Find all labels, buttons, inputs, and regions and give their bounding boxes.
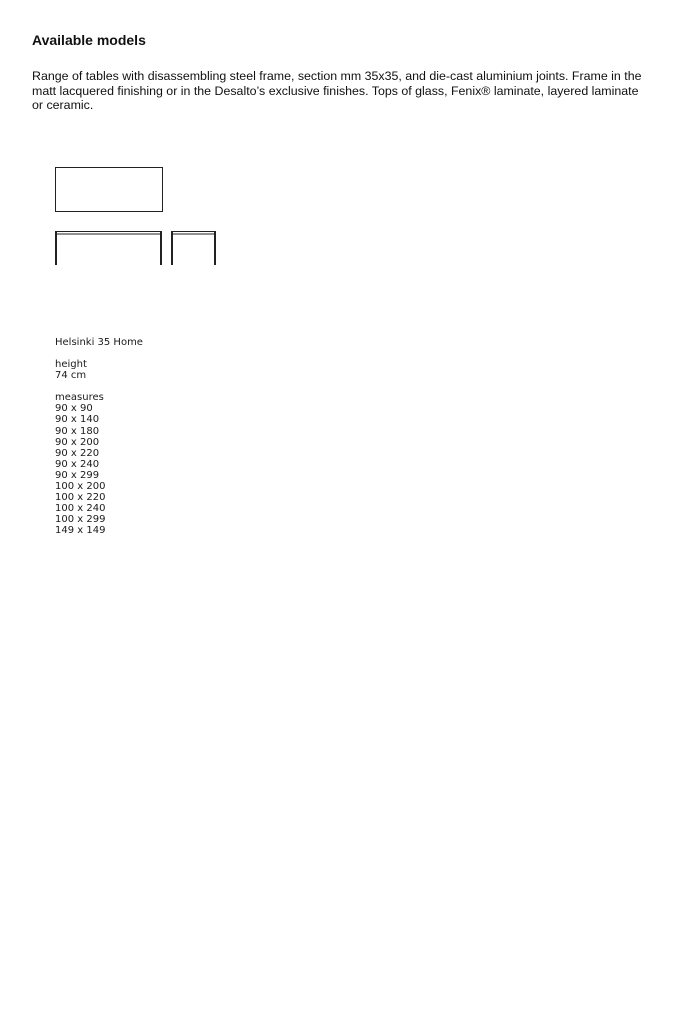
model-spec xyxy=(55,337,143,537)
table-front-view xyxy=(55,231,162,265)
table-side-view xyxy=(171,231,216,265)
height-label: height xyxy=(55,359,87,371)
measure-item: 100 x 200 xyxy=(55,481,106,493)
measure-item: 90 x 200 xyxy=(55,436,100,448)
intro-paragraph: Range of tables with disassembling steel frame, section mm 35x35, and die-cast aluminium joints. Frame in the matt lacquered finishing or in the Desalto’s exclusive finishes. Tops of glass, Fenix® laminate, layered laminate or ceramic. xyxy=(32,69,642,113)
measure-item: 90 x 220 xyxy=(55,447,100,459)
height-value: 74 cm xyxy=(55,370,87,382)
page-heading: Available models xyxy=(32,32,146,48)
measure-item: 100 x 220 xyxy=(55,492,106,504)
measure-item: 90 x 299 xyxy=(55,469,100,481)
measure-item: 90 x 90 xyxy=(55,403,93,415)
measure-item: 90 x 240 xyxy=(55,458,100,470)
measures-label: measures xyxy=(55,392,104,404)
measure-item: 100 x 299 xyxy=(55,514,106,526)
measure-item: 100 x 240 xyxy=(55,503,106,515)
measure-item: 90 x 180 xyxy=(55,425,100,437)
model-name: Helsinki 35 Home xyxy=(55,337,143,348)
table-top-view xyxy=(56,168,163,212)
measure-item: 149 x 149 xyxy=(55,525,106,537)
table-drawings xyxy=(0,0,678,300)
measure-item: 90 x 140 xyxy=(55,414,100,426)
